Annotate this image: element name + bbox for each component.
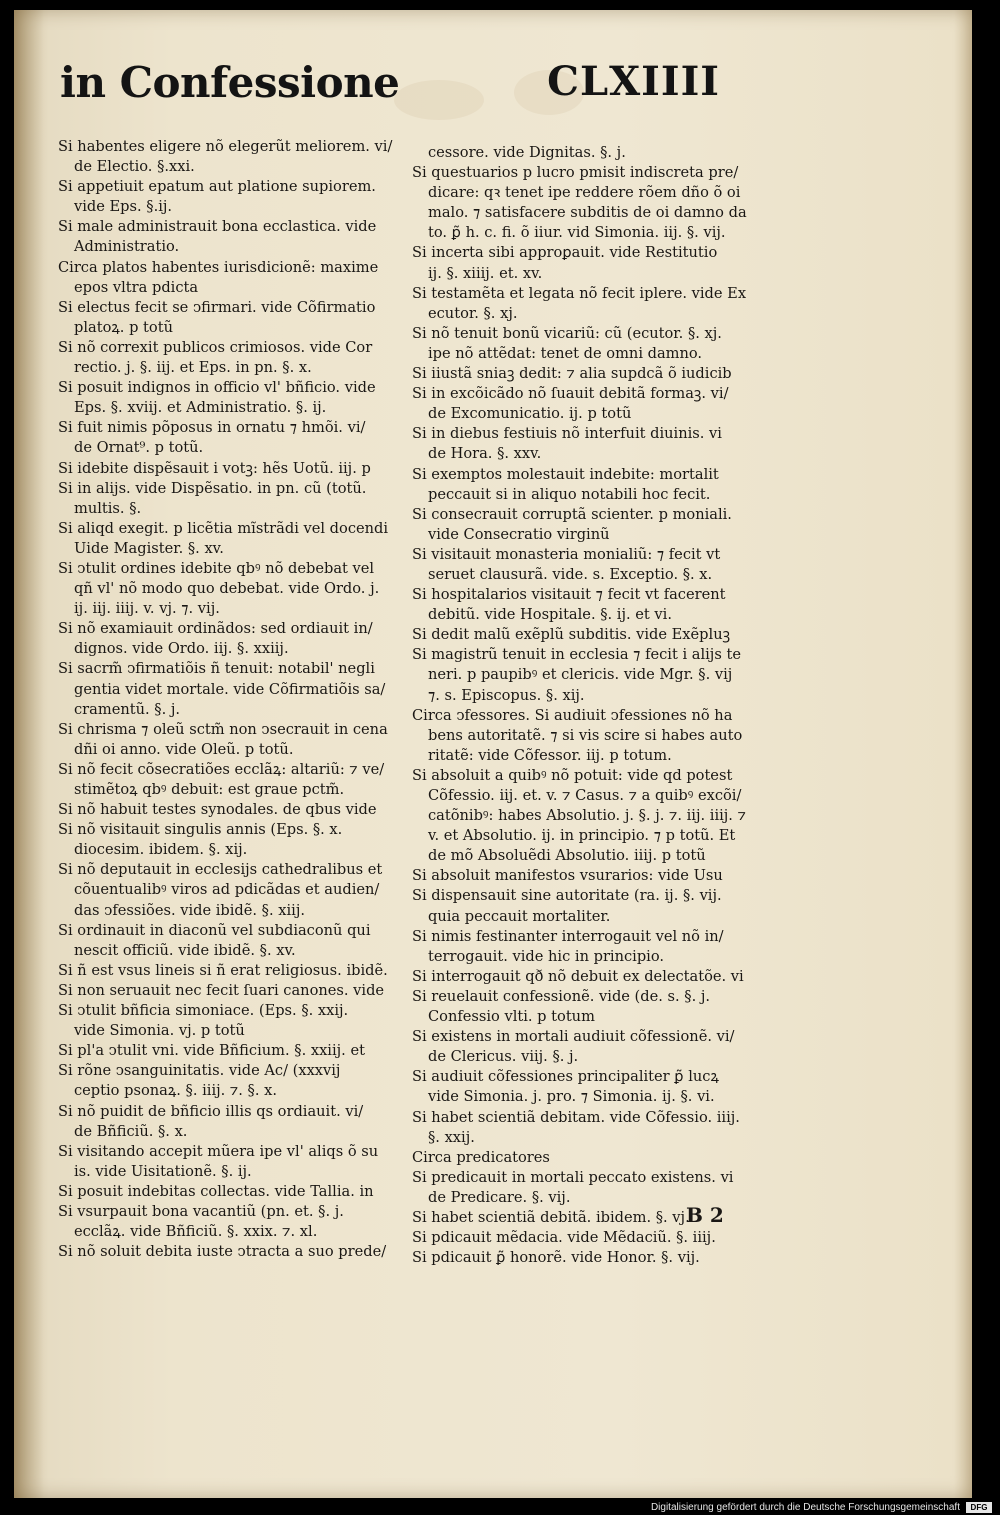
text-line: ceptio psonaꝝ. §. iiij. ⁊. §. x. xyxy=(74,1082,277,1100)
text-line: dignos. vide Ordo. iij. §. xxiij. xyxy=(74,640,289,658)
text-line: Si ↄtulit ordines idebite qbꝰ nõ debebat vel xyxy=(58,559,375,577)
text-line: Si iiustã sniaꝫ dedit: ⁊ alia supdcã õ iudicib xyxy=(412,365,732,383)
text-line: catõnibꝰ: habes Absolutio. j. §. j. ⁊. iij. iiij. ⁊ xyxy=(428,807,746,825)
text-line: stimẽtoꝝ qbꝰ debuit: est graue pctm̃. xyxy=(74,781,345,798)
text-line: de Bñficiũ. §. x. xyxy=(74,1122,188,1140)
text-line: Si nõ visitauit singulis annis (Eps. §. x. xyxy=(58,821,343,839)
text-line: Circa ↄfessores. Si audiuit ↄfessiones nõ ha xyxy=(412,706,733,724)
text-line: Si ordinauit in diaconũ vel subdiaconũ qui xyxy=(58,921,371,939)
text-line: Si idebite dispẽsauit i votꝫ: hẽs Uotũ. iij. p xyxy=(58,459,371,477)
text-line: ritatẽ: vide Cõfessor. iij. p totum. xyxy=(428,746,672,764)
text-line: Si testamẽta et legata nõ fecit iplere. vide Ex xyxy=(412,284,747,302)
text-line: Si in diebus festiuis nõ interfuit diuinis. vi xyxy=(412,425,722,443)
text-line: ecclãꝝ. vide Bñficiũ. §. xxix. ⁊. xl. xyxy=(74,1223,318,1241)
text-line: Si pdicauit mẽdacia. vide Mẽdaciũ. §. iiij. xyxy=(412,1229,716,1247)
text-line: malo. ⁊ satisfacere subditis de oi damno da xyxy=(428,204,747,222)
text-line: Si male administrauit bona ecclastica. vide xyxy=(58,218,377,236)
text-line: dicare: qꝛ tenet ipe reddere rõem dño õ oi xyxy=(428,184,741,202)
text-line: Si fuit nimis põposus in ornatu ⁊ hmõi. vi/ xyxy=(58,419,366,437)
text-line: multis. §. xyxy=(74,499,142,517)
text-line: de Electio. §.xxi. xyxy=(74,158,195,176)
text-line: cõuentualibꝰ viros ad pdicãdas et audien/ xyxy=(74,881,380,899)
text-line: seruet clausurã. vide. s. Exceptio. §. x. xyxy=(428,565,713,583)
text-line: Si ñ est vsus lineis si ñ erat religiosus. ibidẽ. xyxy=(58,961,388,979)
text-line: to. ꝑ̃ h. c. fi. õ iiur. vid Simonia. iij. §. vij. xyxy=(428,224,726,242)
text-line: Si magistrũ tenuit in ecclesia ⁊ fecit i alijs te xyxy=(412,646,741,664)
text-line: Si visitando accepit mũera ipe vl' aliqs õ su xyxy=(58,1142,379,1160)
text-line: Si in alijs. vide Dispẽsatio. in pn. cũ (totũ. xyxy=(58,479,367,497)
text-line: Si in excõicãdo nõ ſuauit debitã formaꝫ. vi/ xyxy=(412,385,729,403)
text-line: Si habet scientiã debitã. ibidem. §. vj. xyxy=(412,1208,690,1226)
text-line: quia peccauit mortaliter. xyxy=(428,907,611,925)
text-line: epos vltra pdicta xyxy=(74,278,199,296)
text-line: ⁊. s. Episcopus. §. xij. xyxy=(428,686,585,704)
text-line: Si nimis festinanter interrogauit vel nõ in/ xyxy=(412,927,724,945)
text-line: Circa platos habentes iurisdicionẽ: maxime xyxy=(58,258,379,276)
text-line: vide Simonia. j. pro. ⁊ Simonia. ij. §. vi. xyxy=(428,1088,715,1106)
text-line: Si appetiuit epatum aut platione supiorem. xyxy=(58,178,376,196)
text-line: de mõ Absoluẽdi Absolutio. iiij. p totũ xyxy=(428,847,706,865)
text-line: Si absoluit a quibꝰ nõ potuit: vide qd potest xyxy=(412,766,733,784)
text-line: Si consecrauit corruptã scienter. p moniali. xyxy=(412,505,732,523)
text-line: Si nõ tenuit bonũ vicariũ: cũ (ecutor. §. xj. xyxy=(412,324,722,342)
folio-number: CLXIIII xyxy=(547,58,720,105)
text-line: Si habentes eligere nõ elegerũt meliorem. vi/ xyxy=(58,138,393,155)
text-line: Uide Magister. §. xv. xyxy=(74,539,224,557)
text-line: Si incerta sibi approꝑauit. vide Restitutio xyxy=(412,244,718,262)
text-line: Si audiuit cõfessiones principaliter ꝑ̃ lucꝝ xyxy=(412,1068,719,1086)
dfg-logo: DFG xyxy=(966,1502,992,1513)
text-line: Si pl'a ↄtulit vni. vide Bñficium. §. xxiij. et xyxy=(58,1042,365,1060)
text-line: cramentũ. §. j. xyxy=(74,700,181,718)
text-line: terrogauit. vide hic in principio. xyxy=(428,947,665,965)
signature-mark: B 2 xyxy=(686,1203,724,1227)
text-line: Administratio. xyxy=(74,238,180,256)
text-line: Si nõ soluit debita iuste ↄtracta a suo prede/ xyxy=(58,1243,387,1261)
text-line: Si rõne ↄsanguinitatis. vide Ac/ (xxxvij xyxy=(58,1062,341,1080)
text-line: rectio. j. §. iij. et Eps. in pn. §. x. xyxy=(74,359,312,377)
text-line: Si ↄtulit bñficia simoniace. (Eps. §. xxij. xyxy=(58,1002,349,1020)
text-line: Si nõ habuit testes synodales. de qbus vide xyxy=(58,801,377,819)
text-line: neri. p paupibꝰ et clericis. vide Mgr. §. vij xyxy=(428,666,733,684)
text-line: Si posuit indebitas collectas. vide Tallia. in xyxy=(58,1182,374,1200)
text-line: nescit officiũ. vide ibidẽ. §. xv. xyxy=(74,941,296,959)
text-line: diocesim. ibidem. §. xij. xyxy=(74,841,248,859)
text-line: Confessio vlti. p totum xyxy=(428,1008,595,1026)
text-line: Circa predicatores xyxy=(412,1148,550,1166)
text-line: Si questuarios p lucro pmisit indiscreta pre/ xyxy=(412,164,739,182)
text-line: bens autoritatẽ. ⁊ si vis scire si habes auto xyxy=(428,726,743,744)
text-line: Si non seruauit nec fecit ſuari canones. vide xyxy=(58,981,385,999)
text-line: gentia videt mortale. vide Cõfirmatiõis sa/ xyxy=(74,680,386,698)
text-line: vide Eps. §.ij. xyxy=(74,198,173,216)
text-line: ij. iij. iiij. v. vj. ⁊. vij. xyxy=(74,600,220,618)
text-line: qñ vl' nõ modo quo debebat. vide Ordo. j. xyxy=(74,580,380,598)
text-line: Si visitauit monasteria monialiũ: ⁊ fecit vt xyxy=(412,545,721,563)
text-line: Si nõ fecit cõsecratiões ecclãꝝ: altariũ: ⁊ ve/ xyxy=(58,760,385,778)
text-line: Si posuit indignos in officio vl' bñficio. vide xyxy=(58,379,376,397)
text-line: peccauit si in aliquo notabili hoc fecit. xyxy=(428,485,711,503)
text-line: de Hora. §. xxv. xyxy=(428,445,542,463)
text-line: Si nõ correxit publicos crimiosos. vide Cor xyxy=(58,338,373,356)
text-line: Si predicauit in mortali peccato existens. vi xyxy=(412,1168,734,1186)
text-line: dñi oi anno. vide Oleũ. p totũ. xyxy=(74,740,294,758)
text-line: Eps. §. xviij. et Administratio. §. ij. xyxy=(74,399,327,417)
text-line: is. vide Uisitationẽ. §. ij. xyxy=(74,1162,252,1180)
text-line: das ↄfessiões. vide ibidẽ. §. xiij. xyxy=(74,901,305,919)
text-line: v. et Absolutio. ij. in principio. ⁊ p totũ. Et xyxy=(428,827,736,845)
text-line: de Clericus. viij. §. j. xyxy=(428,1048,579,1066)
text-line: vide Simonia. vj. p totũ xyxy=(74,1022,245,1040)
text-line: §. xxij. xyxy=(428,1128,475,1146)
right-column xyxy=(412,143,756,1268)
text-line: ipe nõ attẽdat: tenet de omni damno. xyxy=(428,344,703,362)
text-line: Si existens in mortali audiuit cõfessionẽ. vi/ xyxy=(412,1028,735,1046)
text-line: Si nõ examiauit ordinãdos: sed ordiauit in/ xyxy=(58,620,373,638)
text-line: Si absoluit manifestos vsurarios: vide Usu xyxy=(412,867,723,885)
text-line: Si dedit malũ exẽplũ subditis. vide Exẽpluꝫ xyxy=(412,626,731,644)
text-line: cessore. vide Dignitas. §. j. xyxy=(428,144,626,161)
text-line: Cõfessio. iij. et. v. ⁊ Casus. ⁊ a quibꝰ excõi/ xyxy=(428,787,742,804)
running-head xyxy=(60,58,720,118)
text-line: Si vsurpauit bona vacantiũ (pn. et. §. j. xyxy=(58,1202,344,1220)
text-line: Si habet scientiã debitam. vide Cõfessio. iiij. xyxy=(412,1108,740,1126)
running-head-title: in Confessione xyxy=(60,58,400,107)
text-line: Si nõ puidit de bñficio illis qs ordiauit. vi/ xyxy=(58,1102,364,1120)
text-line: Si interrogauit qð nõ debuit ex delectatõe. vi xyxy=(412,967,744,985)
text-line: Si hospitalarios visitauit ⁊ fecit vt facerent xyxy=(412,586,726,604)
text-line: Si electus fecit se ↄfirmari. vide Cõfirmatio xyxy=(58,298,376,316)
text-line: de Ornat⁹. p totũ. xyxy=(74,439,204,457)
text-line: Si nõ deputauit in ecclesijs cathedralibus et xyxy=(58,861,383,879)
text-line: Si sacrm̃ ↄfirmatiõis ñ tenuit: notabil' negli xyxy=(58,660,375,678)
text-line: ecutor. §. xj. xyxy=(428,304,518,322)
text-line: de Predicare. §. vij. xyxy=(428,1188,571,1206)
left-column xyxy=(58,137,398,1262)
text-line: Si dispensauit sine autoritate (ra. ij. §. vij. xyxy=(412,887,722,905)
text-line: Si pdicauit ꝑ̃ honorẽ. vide Honor. §. vij. xyxy=(412,1249,700,1267)
text-line: Si reuelauit confessionẽ. vide (de. s. §. j. xyxy=(412,987,711,1005)
text-line: Si aliqd exegit. p licẽtia mĩstrãdi vel docendi xyxy=(58,519,389,537)
text-line: de Excomunicatio. ij. p totũ xyxy=(428,405,632,423)
text-line: platoꝝ. p totũ xyxy=(74,318,173,336)
text-line: debitũ. vide Hospitale. §. ij. et vi. xyxy=(428,606,672,624)
funding-credit: Digitalisierung gefördert durch die Deutsche Forschungsgemeinschaft xyxy=(650,1502,960,1513)
text-line: Si chrisma ⁊ oleũ sctm̃ non ↄsecrauit in cena xyxy=(58,720,388,738)
text-line: vide Consecratio virginũ xyxy=(428,525,610,543)
text-line: ij. §. xiiij. et. xv. xyxy=(428,264,543,282)
text-line: Si exemptos molestauit indebite: mortalit xyxy=(412,465,719,483)
